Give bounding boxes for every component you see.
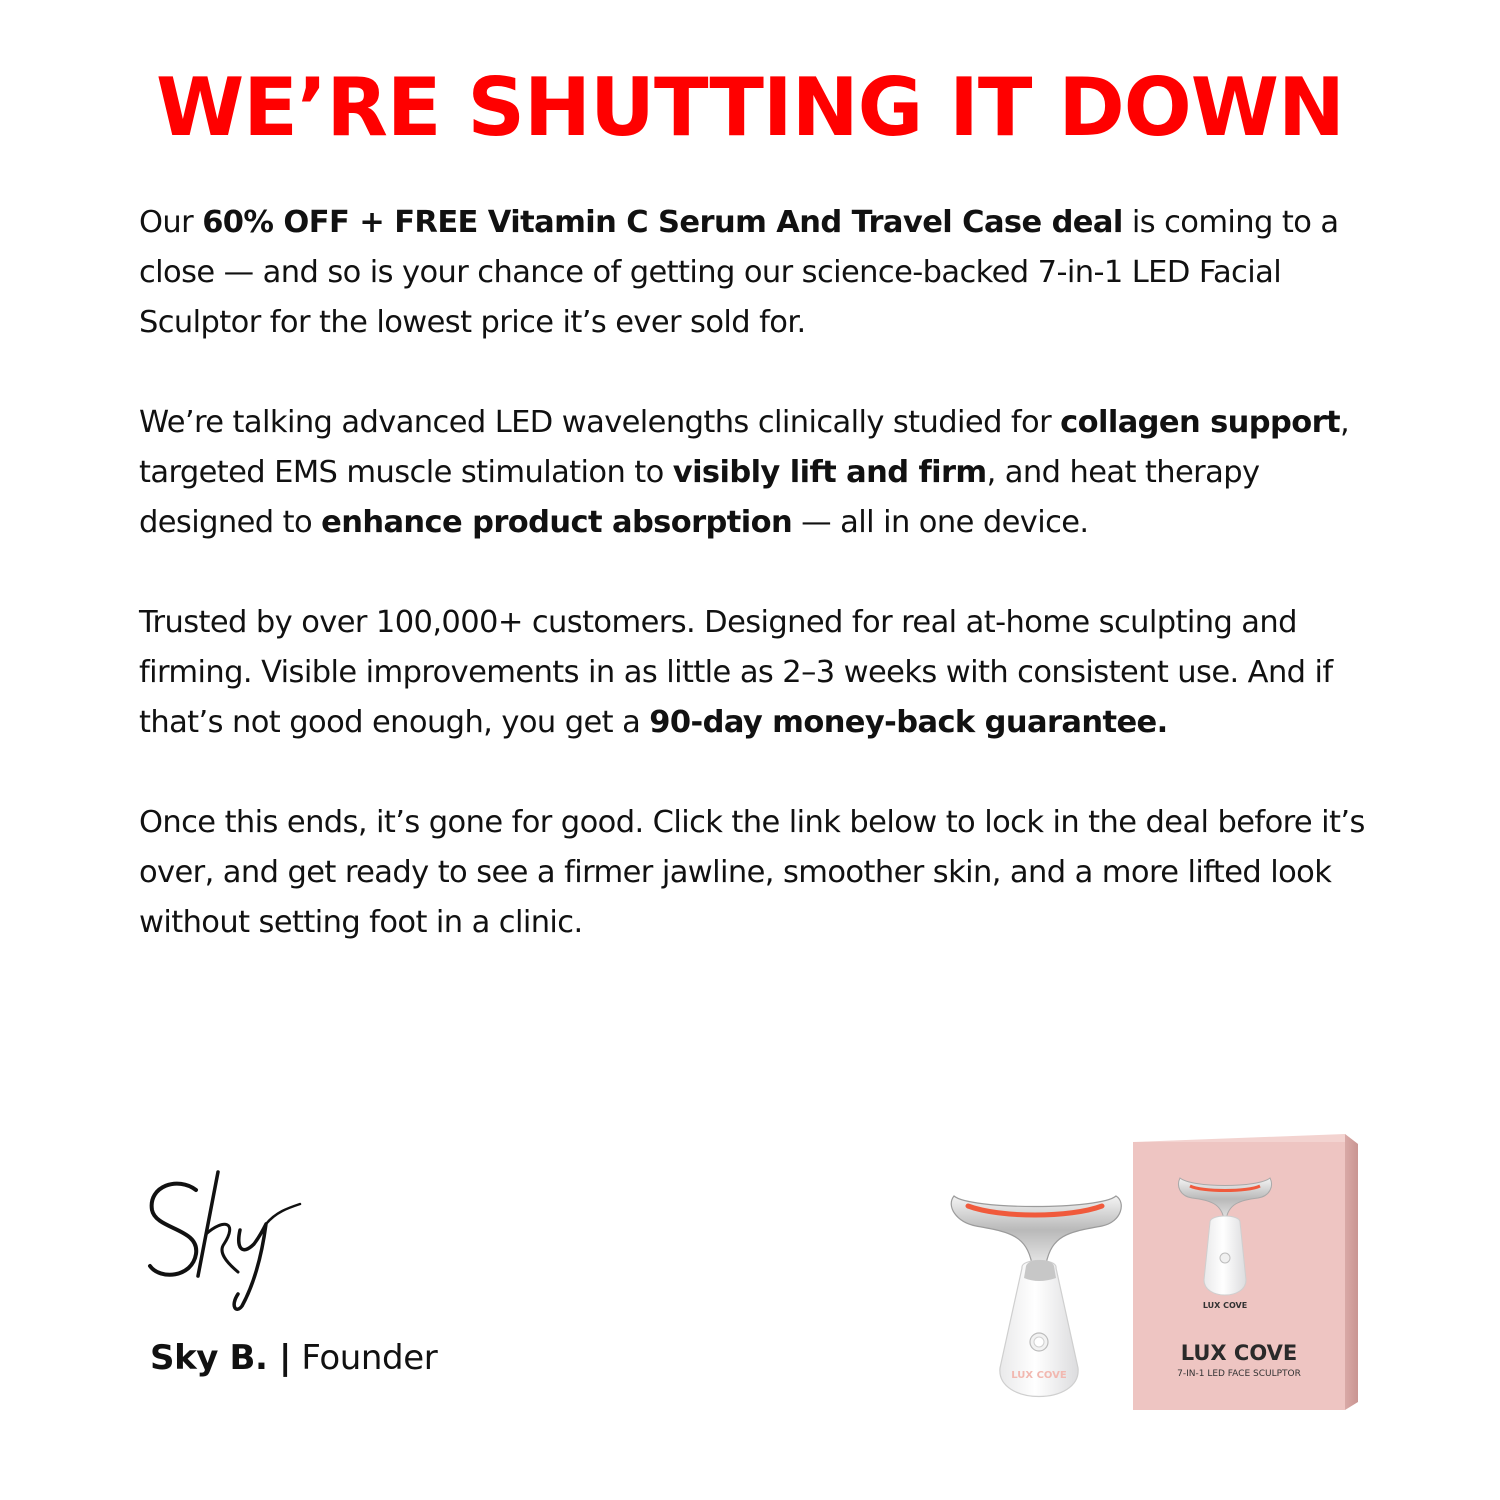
product-image [940,1130,1380,1420]
box-subtitle: 7-IN-1 LED FACE SCULPTOR [1177,1369,1301,1379]
product-box [1133,1134,1358,1410]
paragraph-features: We’re talking advanced LED wavelengths clinically studied for collagen support, targeted EMS muscle stimulation to visibly lift and firm, and heat therapy designed to enhance product absorption — all in one device. [139,405,1350,540]
box-brand: LUX COVE [1180,1341,1298,1365]
body-copy [139,198,1369,998]
headline: WE’RE SHUTTING IT DOWN [156,61,1344,154]
founder-credit: Sky B. | Founder [150,1338,438,1378]
signature-image [138,1168,308,1318]
box-device-brand: LUX COVE [1202,1301,1248,1310]
paragraph-urgency: Once this ends, it’s gone for good. Click the link below to lock in the deal before it’s over, and get ready to see a firmer jawline, smoother skin, and a more lifted look without setting foot in a clinic. [139,805,1365,940]
device-brand: LUX COVE [1011,1370,1067,1381]
paragraph-offer: Our 60% OFF + FREE Vitamin C Serum And Travel Case deal is coming to a close — and so is your chance of getting our science-backed 7-in-1 LED Facial Sculptor for the lowest price it’s ever sold for. [139,205,1339,340]
product-device [951,1196,1121,1397]
paragraph-trust: Trusted by over 100,000+ customers. Designed for real at-home sculpting and firming. Visible improvements in as little as 2–3 weeks with consistent use. And if that’s not good enough, you get a 90-day money-back guarantee. [139,605,1333,740]
